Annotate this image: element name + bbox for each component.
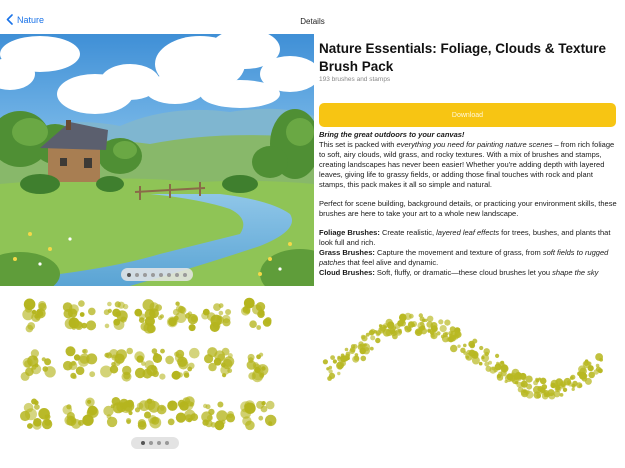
page-dot[interactable]: [159, 273, 163, 277]
foliage-stamp: [104, 301, 129, 330]
hero-page-indicator[interactable]: [121, 268, 193, 281]
vine-leaf: [417, 322, 425, 330]
foliage-stamp: [241, 298, 272, 330]
vine-leaf: [526, 376, 533, 383]
vine-leaf: [327, 376, 332, 381]
vine-leaf: [438, 319, 443, 324]
vine-leaf: [555, 385, 562, 392]
vine-leaf: [497, 374, 501, 378]
vine-leaf: [398, 329, 402, 333]
vine-leaf: [471, 344, 475, 348]
vine-leaf: [560, 393, 564, 397]
brush-page-indicator[interactable]: [131, 437, 179, 449]
feature-grass: Grass Brushes: Capture the movement and texture of grass, from soft fields to rugged patches that feel alive and dynamic.: [319, 248, 609, 267]
vine-leaf: [436, 331, 440, 335]
vine-leaf: [404, 313, 411, 320]
feature-foliage: Foliage Brushes: Create realistic, layered leaf effects for trees, bushes, and plants that look full and rich.: [319, 228, 611, 247]
vine-leaf: [561, 384, 565, 388]
page-dot[interactable]: [127, 273, 131, 277]
vine-leaf: [501, 365, 509, 373]
vine-leaf: [329, 366, 333, 370]
download-label: Download: [451, 111, 484, 119]
page-dot[interactable]: [143, 273, 147, 277]
vine-leaf: [391, 331, 394, 334]
vine-leaf: [440, 325, 447, 332]
vine-leaf: [383, 329, 391, 337]
vine-leaf: [457, 345, 460, 348]
vine-leaf: [526, 390, 530, 394]
foliage-stamp: [247, 353, 269, 383]
vine-leaf: [472, 339, 477, 344]
vine-leaf: [363, 343, 367, 347]
vine-leaf: [521, 383, 525, 387]
foliage-stamp: [135, 399, 167, 430]
vine-leaf: [450, 345, 457, 352]
vine-leaf: [370, 347, 374, 351]
page-dot[interactable]: [149, 441, 153, 445]
product-subtitle: 193 brushes and stamps: [319, 76, 391, 83]
foliage-stamp: [103, 397, 134, 427]
foliage-stamp: [167, 302, 198, 332]
vine-leaf: [412, 324, 415, 327]
description-paragraph-1: This set is packed with everything you need for painting nature scenes – from rich foliage to soft, airy clouds, wild grass, and rocky textures. With a mix of brushes and stamps, creating landscapes has never been easier! Whether you're adding depth with layered leaves, giving life to grassy fields, or adding those final touches with rock and plant stamps, this pack makes it all so simple and natural.: [319, 140, 615, 189]
foliage-stamp: [63, 346, 97, 379]
vine-leaf: [330, 355, 335, 360]
download-button[interactable]: [319, 103, 616, 127]
vine-leaf: [588, 365, 594, 371]
vine-leaf: [483, 348, 490, 355]
vine-leaf: [515, 381, 518, 384]
vine-brush-stroke: [323, 313, 603, 400]
page-dot[interactable]: [151, 273, 155, 277]
vine-leaf: [445, 332, 449, 336]
page-title: Details: [300, 17, 325, 26]
vine-leaf: [359, 348, 366, 355]
vine-leaf: [481, 354, 489, 362]
vine-leaf: [488, 361, 492, 365]
vine-leaf: [361, 335, 366, 340]
feature-cloud: Cloud Brushes: Soft, fluffy, or dramatic—these cloud brushes let you shape the sky: [319, 268, 599, 277]
foliage-stamp: [167, 396, 198, 425]
vine-leaf: [595, 353, 603, 361]
vine-leaf: [473, 353, 479, 359]
foliage-stamp: [63, 398, 99, 429]
vine-leaf: [345, 348, 349, 352]
hero-image[interactable]: [0, 34, 314, 286]
page-dot[interactable]: [183, 273, 187, 277]
brush-preview-panel: [0, 286, 625, 468]
product-title: Nature Essentials: Foliage, Clouds & Texture Brush Pack: [319, 41, 607, 74]
vine-leaf: [375, 338, 380, 343]
vine-leaf: [548, 389, 555, 396]
page-dot[interactable]: [141, 441, 145, 445]
page-dot[interactable]: [167, 273, 171, 277]
vine-leaf: [333, 359, 337, 363]
foliage-stamp: [134, 348, 165, 379]
vine-leaf: [343, 356, 349, 362]
vine-leaf: [540, 378, 547, 385]
vine-leaf: [370, 335, 375, 340]
vine-leaf: [579, 384, 583, 388]
vine-leaf: [570, 376, 574, 380]
vine-leaf: [337, 372, 340, 375]
vine-leaf: [463, 344, 467, 348]
vine-leaf: [395, 323, 401, 329]
vine-leaf: [479, 346, 483, 350]
page-dot[interactable]: [135, 273, 139, 277]
vine-leaf: [536, 394, 541, 399]
vine-leaf: [376, 332, 380, 336]
brush-stamps-preview: [0, 286, 625, 468]
page-dot[interactable]: [157, 441, 161, 445]
vine-leaf: [379, 324, 382, 327]
vine-leaf: [596, 367, 601, 372]
vine-leaf: [431, 322, 438, 329]
vine-leaf: [419, 313, 423, 317]
vine-leaf: [526, 384, 532, 390]
foliage-stamp: [165, 348, 199, 380]
foliage-stamp: [63, 300, 96, 330]
foliage-stamp: [100, 348, 133, 382]
vine-leaf: [535, 378, 539, 382]
vine-leaf: [495, 354, 499, 358]
vine-leaf: [582, 376, 588, 382]
vine-leaf: [427, 316, 433, 322]
vine-leaf: [520, 373, 527, 380]
vine-leaf: [460, 348, 465, 353]
vine-leaf: [453, 334, 458, 339]
vine-leaf: [571, 384, 574, 387]
foliage-stamp: [201, 402, 235, 431]
back-label: Nature: [17, 14, 45, 25]
landscape-illustration: [0, 34, 314, 286]
vine-leaf: [370, 329, 375, 334]
vine-leaf: [444, 320, 450, 326]
foliage-stamp: [204, 347, 234, 377]
product-description: [319, 130, 619, 278]
description-paragraph-2: Perfect for scene building, background details, or practicing your environment skills, these brushes are here to take your art to a whole new landscape.: [319, 199, 617, 218]
vine-leaf: [355, 353, 359, 357]
page-dot[interactable]: [175, 273, 179, 277]
foliage-stamp: [201, 303, 231, 332]
foliage-stamp: [22, 299, 46, 333]
page-dot[interactable]: [165, 441, 169, 445]
description-lead: Bring the great outdoors to your canvas!: [319, 130, 465, 139]
vine-leaf: [386, 319, 393, 326]
foliage-stamp: [21, 349, 56, 381]
foliage-stamp: [240, 400, 276, 430]
vine-leaf: [563, 388, 567, 392]
vine-leaf: [430, 331, 434, 335]
vine-leaf: [572, 388, 575, 391]
vine-leaf: [479, 362, 483, 366]
foliage-stamp: [20, 399, 52, 430]
vine-leaf: [542, 384, 548, 390]
vine-leaf: [361, 356, 367, 362]
vine-leaf: [323, 359, 328, 364]
vine-leaf: [350, 347, 356, 353]
foliage-stamp: [134, 299, 164, 334]
